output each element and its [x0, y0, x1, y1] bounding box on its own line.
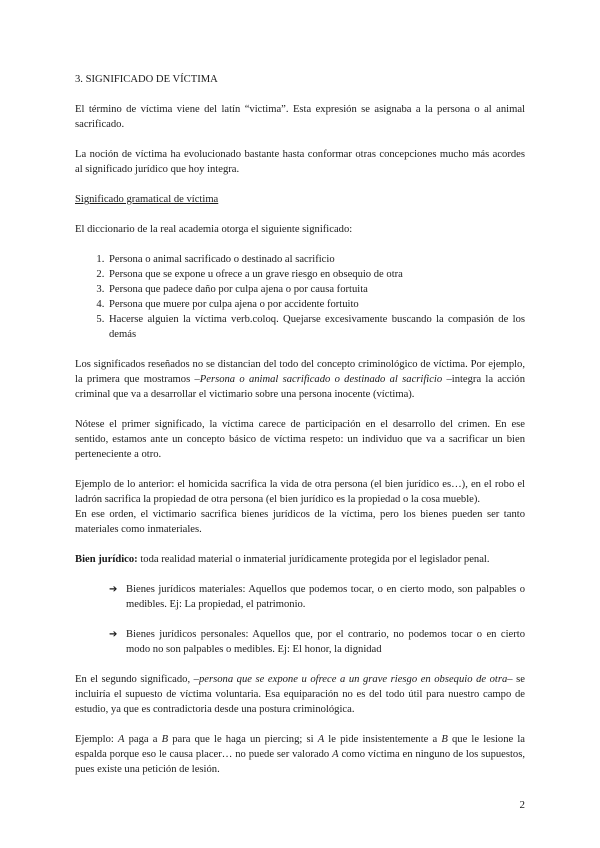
- paragraph-second-meaning: [75, 672, 525, 717]
- var-a: A: [117, 734, 125, 745]
- bienes-list: [75, 582, 525, 657]
- list-item: [109, 627, 525, 657]
- list-item: 2. Persona que se expone u ofrece a un grave riesgo en obsequio de otra: [107, 267, 525, 282]
- text-span: paga a: [124, 734, 162, 745]
- arrow-icon: ➔: [109, 629, 118, 640]
- section-heading: 3. SIGNIFICADO DE VÍCTIMA: [75, 74, 218, 85]
- paragraph-example: Ejemplo de lo anterior: el homicida sacrifica la vida de otra persona (el bien jurídico es…), en el robo el ladrón sacrifica la propiedad de otra persona (el bien jurídico es la propiedad o la cosa mueble).: [75, 479, 525, 505]
- paragraph-criminological: [75, 357, 525, 402]
- paragraph-evolution: La noción de víctima ha evolucionado bastante hasta conformar otras concepciones mucho más acordes al significado jurídico que hoy integra.: [75, 149, 525, 175]
- list-item: 3. Persona que padece daño por culpa ajena o por causa fortuita: [107, 282, 525, 297]
- italic-quote: persona que se expone u ofrece a un grave riesgo en obsequio de otra: [198, 674, 508, 685]
- text-span: para que le haga un piercing; si: [168, 734, 318, 745]
- definition-text: toda realidad material o inmaterial jurídicamente protegida por el legislador penal.: [137, 554, 490, 565]
- paragraph-piercing-example: [75, 732, 525, 777]
- text-span: Ejemplo:: [75, 734, 118, 745]
- meanings-list: [75, 252, 525, 342]
- italic-quote: Persona o animal sacrificado o destinado al sacrificio: [199, 374, 443, 385]
- var-b: B: [441, 734, 448, 745]
- list-item: [109, 582, 525, 612]
- text-span: que le lesione la espalda porque eso le causa placer… no puede ser valorado: [75, 734, 525, 760]
- list-item: 4. Persona que muere por culpa ajena o por accidente fortuito: [107, 297, 525, 312]
- var-a: A: [317, 734, 325, 745]
- arrow-icon: ➔: [109, 584, 118, 595]
- var-a: A: [332, 749, 339, 760]
- var-b: B: [161, 734, 169, 745]
- text-span: como víctima en ninguno de los supuestos, pues existe una petición de lesión.: [75, 749, 526, 775]
- list-item: 5. Hacerse alguien la víctima verb.coloq. Quejarse excesivamente buscando la compasión de los demás: [107, 312, 525, 342]
- term-bold: Bien jurídico:: [75, 554, 138, 565]
- text-span: le pide insistentemente a: [324, 734, 442, 745]
- text-span: En el segundo significado, –: [75, 674, 199, 685]
- subheading-text: Significado gramatical de víctima: [75, 194, 219, 205]
- text-span: –integra la acción criminal que va a desarrollar el victimario sobre una persona inocente (víctima).: [75, 374, 525, 400]
- paragraph-origin: El término de víctima viene del latín “victima”. Esta expresión se asignaba a la persona o al animal sacrificado.: [75, 104, 525, 130]
- paragraph-first-meaning: Nótese el primer significado, la víctima carece de participación en el desarrollo del crimen. En ese sentido, estamos ante un concepto básico de víctima respeto: un individuo que va a sacrificar un bien perteneciente a otro.: [75, 419, 525, 460]
- paragraph-dictionary: El diccionario de la real academia otorga el siguiente significado:: [75, 224, 353, 235]
- subheading: [75, 192, 525, 207]
- paragraph-order: En ese orden, el victimario sacrifica bienes jurídicos de la víctima, pero los bienes pueden ser tanto materiales como inmateriales.: [75, 509, 525, 535]
- text-span: Los significados reseñados no se distancian del todo del concepto criminológico de víctima. Por ejemplo, la primera que mostramos –: [75, 359, 525, 385]
- list-item-text: Bienes jurídicos personales: Aquellos que, por el contrario, no podemos tocar o en cierto modo no son palpables o medibles. Ej: El honor, la dignidad: [126, 629, 525, 655]
- list-item-text: Bienes jurídicos materiales: Aquellos que podemos tocar, o en cierto modo, son palpables o medibles. Ej: La propiedad, el patrimonio.: [126, 584, 525, 610]
- paragraph-bien-juridico: [75, 552, 525, 567]
- text-span: – se incluiría el supuesto de víctima voluntaria. Esa equiparación no es del todo útil para nuestro campo de estudio, ya que es contradictoria desde una postura criminológica.: [75, 674, 525, 715]
- list-item: 1. Persona o animal sacrificado o destinado al sacrificio: [107, 252, 525, 267]
- page-number: 2: [519, 799, 525, 811]
